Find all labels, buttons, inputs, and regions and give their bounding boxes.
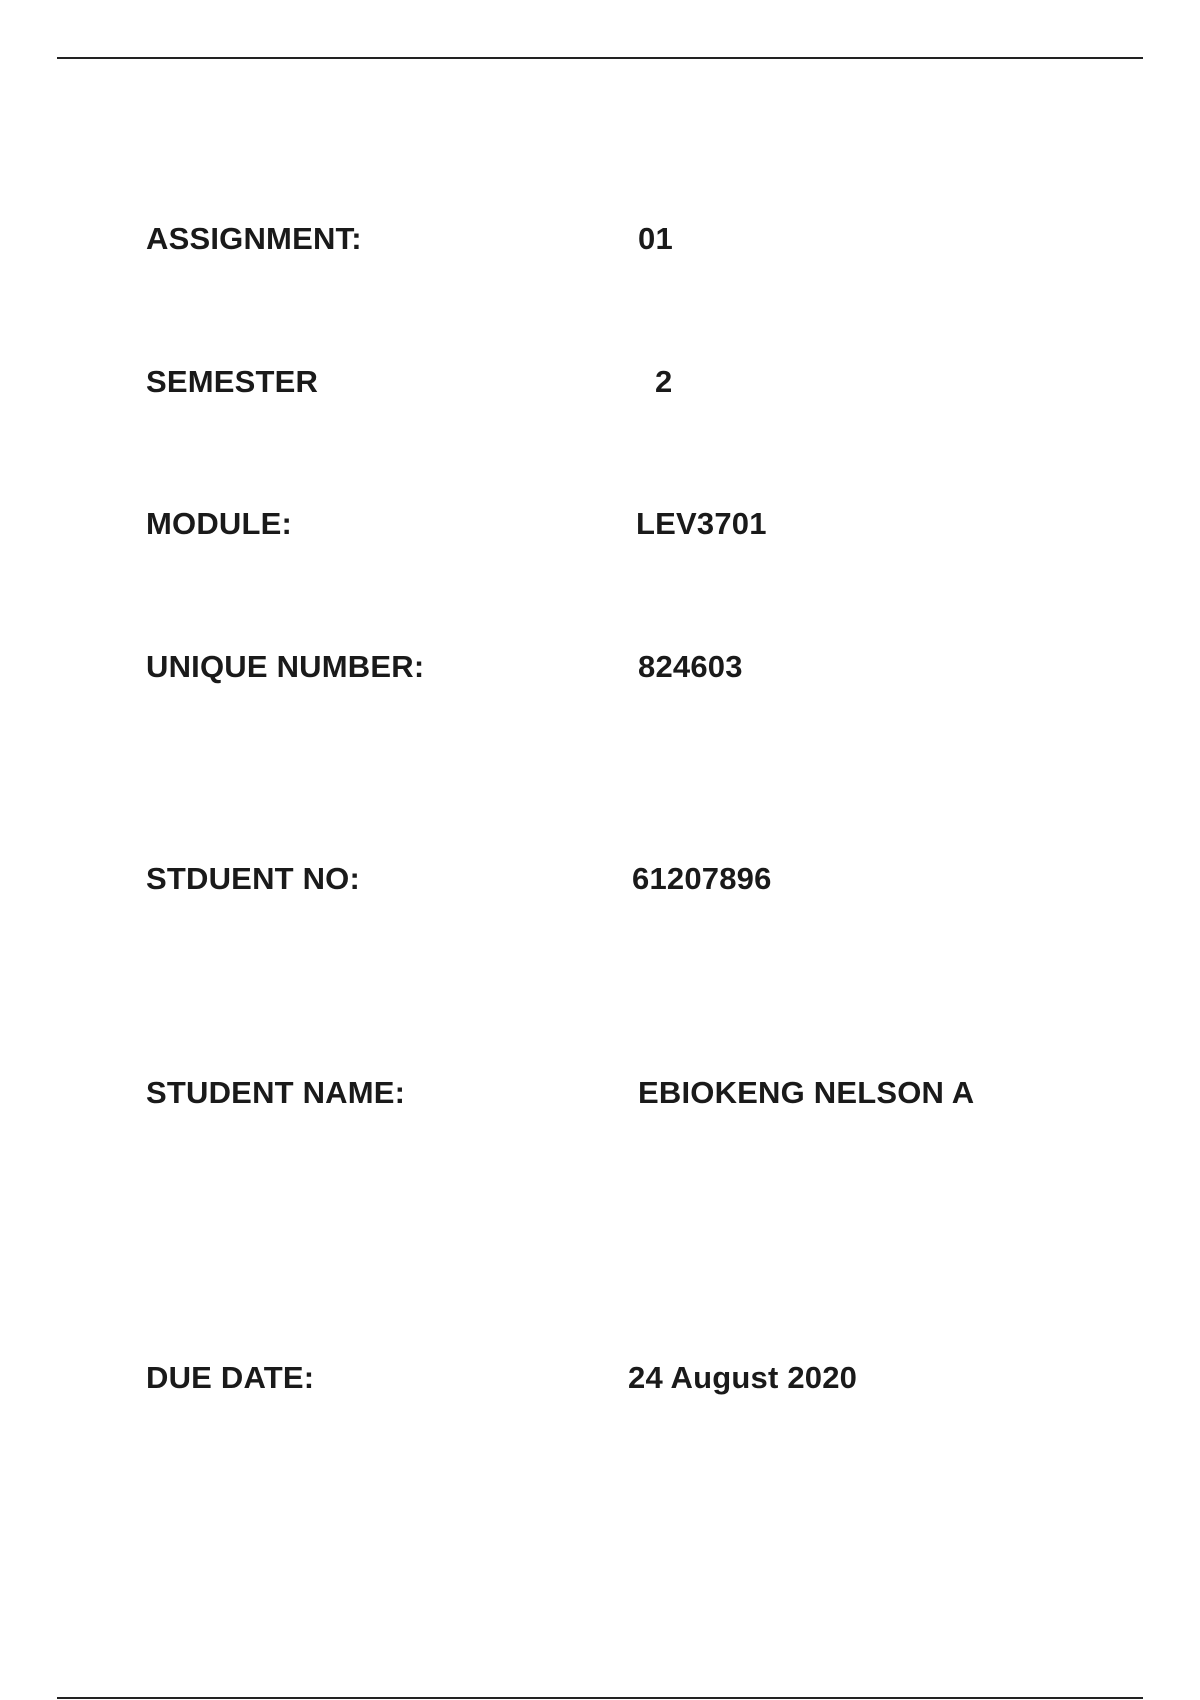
field-label: STDUENT NO:	[146, 861, 361, 896]
field-value: EBIOKENG NELSON A	[638, 1075, 975, 1110]
field-value: 01	[638, 221, 673, 256]
field-value: 824603	[638, 649, 743, 684]
top-rule	[57, 57, 1143, 59]
field-row-module	[0, 504, 1200, 544]
field-label: STUDENT NAME:	[146, 1075, 406, 1110]
field-value: 2	[655, 364, 673, 399]
bottom-rule	[57, 1697, 1143, 1699]
field-label: SEMESTER	[146, 364, 319, 399]
field-label: DUE DATE:	[146, 1360, 315, 1395]
field-label: UNIQUE NUMBER:	[146, 649, 425, 684]
field-row-assignment	[0, 219, 1200, 259]
field-row-due-date	[0, 1358, 1200, 1398]
field-label: MODULE:	[146, 506, 293, 541]
field-value: 61207896	[632, 861, 772, 896]
field-row-student-no	[0, 859, 1200, 899]
field-row-semester	[0, 362, 1200, 402]
field-row-student-name	[0, 1073, 1200, 1113]
field-value: LEV3701	[636, 506, 767, 541]
field-value: 24 August 2020	[628, 1360, 858, 1395]
field-label: ASSIGNMENT:	[146, 221, 362, 256]
field-row-unique-number	[0, 647, 1200, 687]
